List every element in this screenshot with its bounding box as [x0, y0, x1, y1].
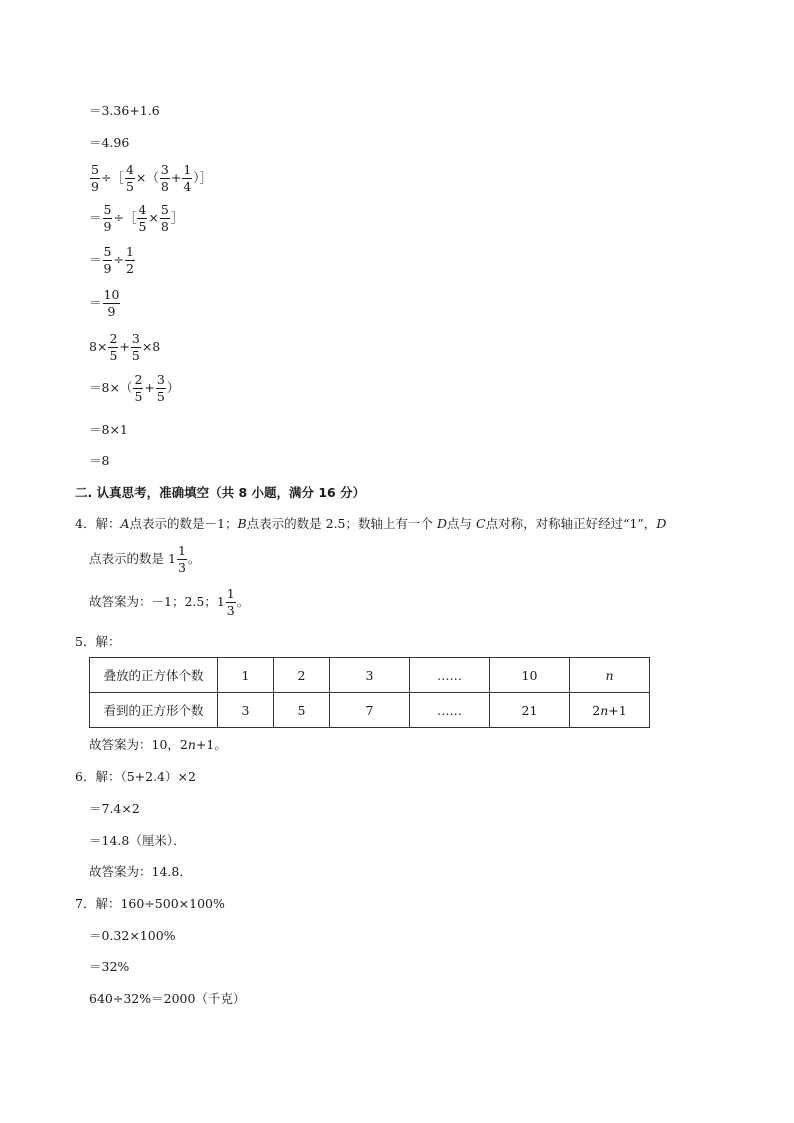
q7-line-1: 7．解：160÷500×100% — [75, 896, 225, 911]
table-cell: n — [570, 658, 650, 693]
table-cell: …… — [410, 658, 490, 693]
calc-line-1: ＝3.36+1.6 — [89, 103, 160, 118]
calc-expr-5: 8× $\frac{2}{5}$ + $\frac{3}{5}$ ×8 — [89, 331, 161, 363]
q4-line-2: 点表示的数是 1 $\frac{1}{3}$ 。 — [89, 543, 201, 575]
fraction: $\frac{3}{5}$ — [131, 331, 140, 363]
table-row — [90, 693, 650, 728]
fraction: $\frac{4}{5}$ — [138, 202, 147, 234]
calc-expr-3: ＝ $\frac{5}{9}$ ÷ $\frac{1}{2}$ — [89, 244, 134, 276]
table-cell: 5 — [274, 693, 330, 728]
fraction: $\frac{5}{8}$ — [160, 202, 169, 234]
fraction: $\frac{1}{4}$ — [183, 162, 192, 194]
mixed-number: 1 $\frac{1}{3}$ — [216, 586, 235, 618]
q6-line-3: ＝14.8（厘米）． — [89, 833, 186, 848]
table-cell: 看到的正方形个数 — [90, 693, 218, 728]
fraction: $\frac{5}{9}$ — [103, 202, 112, 234]
q5-label: 5．解： — [75, 634, 121, 649]
table-cell: …… — [410, 693, 490, 728]
table-cell: 2n+1 — [570, 693, 650, 728]
q6-line-2: ＝7.4×2 — [89, 801, 140, 816]
fraction: $\frac{3}{8}$ — [160, 162, 169, 194]
calc-line-4: ＝8 — [89, 453, 110, 468]
fraction: $\frac{2}{5}$ — [109, 331, 118, 363]
pattern-table — [89, 657, 650, 728]
q6-answer: 故答案为：14.8． — [89, 864, 192, 879]
q7-line-3: ＝32% — [89, 959, 130, 974]
table-row — [90, 658, 650, 693]
table-cell: 1 — [218, 658, 274, 693]
calc-line-3: ＝8×1 — [89, 422, 128, 437]
fraction: $\frac{1}{2}$ — [125, 244, 134, 276]
table-cell: 叠放的正方体个数 — [90, 658, 218, 693]
q6-line-1: 6．解：（5+2.4）×2 — [75, 769, 196, 784]
fraction: $\frac{5}{9}$ — [91, 162, 99, 194]
q7-line-2: ＝0.32×100% — [89, 928, 176, 943]
table-cell: 10 — [490, 658, 570, 693]
q7-line-4: 640÷32%＝2000（千克） — [89, 991, 246, 1006]
q4-line-1: 4．解：A点表示的数是－1；B点表示的数是 2.5；数轴上有一个 D点与 C点对称，对称轴正好经过“1”，D — [75, 516, 667, 531]
q4-answer: 故答案为：－1；2.5； 1 $\frac{1}{3}$ 。 — [89, 586, 250, 618]
calc-expr-6: ＝8×（ $\frac{2}{5}$ + $\frac{3}{5}$ ） — [89, 372, 180, 404]
q5-answer: 故答案为：10，2n+1。 — [89, 737, 227, 752]
calc-expr-2: ＝ $\frac{5}{9}$ ÷［ $\frac{4}{5}$ × $\frac{5}{8}$ ］ — [89, 202, 184, 234]
calc-expr-1: $\frac{5}{9}$ ÷［ $\frac{4}{5}$ ×（ $\frac{3}{8}$ + $\frac{1}{4}$ ）］ — [91, 162, 213, 194]
calc-expr-4: ＝ $\frac{10}{9}$ — [89, 287, 120, 319]
table-cell: 2 — [274, 658, 330, 693]
section-title: 二. 认真思考，准确填空（共 8 小题，满分 16 分） — [75, 485, 366, 500]
calc-line-2: ＝4.96 — [89, 135, 130, 150]
mixed-number: 1 $\frac{1}{3}$ — [168, 543, 186, 575]
table-cell: 3 — [218, 693, 274, 728]
fraction: $\frac{5}{9}$ — [103, 244, 112, 276]
table-cell: 3 — [330, 658, 410, 693]
table-cell: 21 — [490, 693, 570, 728]
fraction: $\frac{10}{9}$ — [103, 287, 120, 319]
fraction: $\frac{3}{5}$ — [156, 372, 165, 404]
fraction: $\frac{4}{5}$ — [125, 162, 134, 194]
table-cell: 7 — [330, 693, 410, 728]
fraction: $\frac{2}{5}$ — [134, 372, 143, 404]
